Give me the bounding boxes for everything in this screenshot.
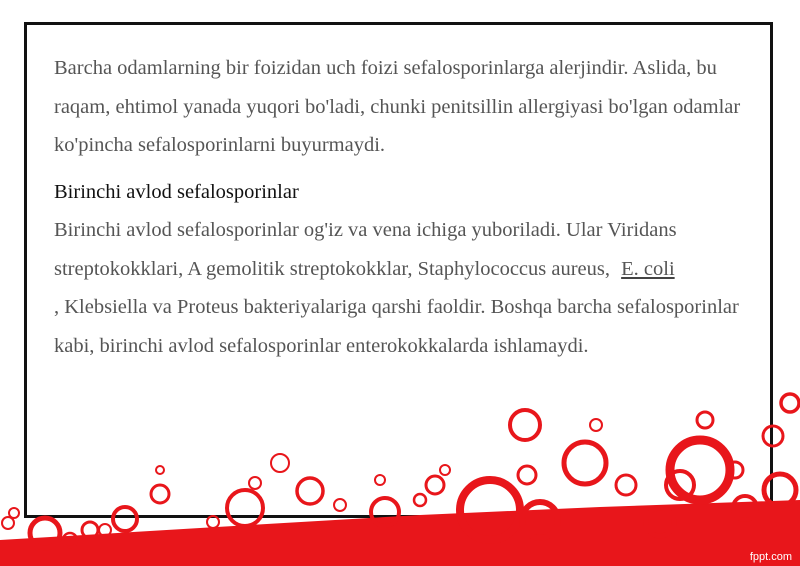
intro-paragraph: Barcha odamlarning bir foizidan uch foizi sefalosporinlarga alerjindir. Aslida, bu raqam, ehtimol yanada yuqori bo'ladi, chunki penitsillin allergiyasi bo'lgan odamlar ko'pincha sefalosporinlarni buyurmaydi.: [54, 57, 741, 156]
body-text-after-link: , Klebsiella va Proteus bakteriyalariga qarshi faoldir. Boshqa barcha sefalosporinlar kabi, birinchi avlod sefalosporinlar enterokokkalarda ishlamaydi.: [54, 296, 739, 357]
section-heading: Birinchi avlod sefalosporinlar: [54, 180, 299, 203]
slide-content: [54, 49, 754, 365]
watermark-text: fppt.com: [749, 551, 792, 563]
body-paragraph: [54, 211, 754, 365]
body-text-before-link: Birinchi avlod sefalosporinlar og'iz va vena ichiga yuboriladi. Ular Viridans streptokokklari, A gemolitik streptokokklar, Staphylococcus aureus,: [54, 219, 677, 280]
ecoli-link[interactable]: E. coli: [621, 257, 675, 280]
